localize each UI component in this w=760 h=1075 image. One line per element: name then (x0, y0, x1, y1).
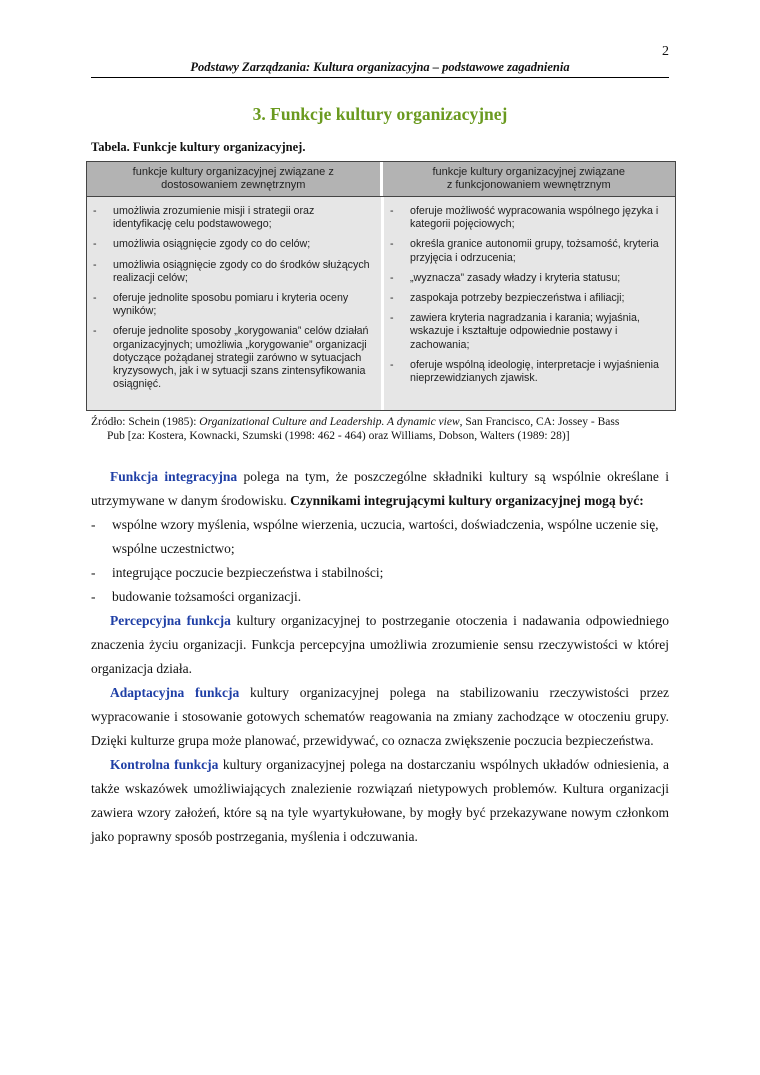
header-line: z funkcjonowaniem wewnętrznym (446, 179, 611, 191)
list-item-text: określa granice autonomii grupy, tożsamość, kryteria przyjęcia i odrzucenia; (410, 238, 659, 264)
internal-functions-column (381, 197, 675, 410)
term-kontrolna: Kontrolna funkcja (110, 757, 219, 772)
paragraph-percepcyjna (91, 609, 669, 681)
source-prefix: Źródło: Schein (1985): (91, 416, 200, 428)
section-title: 3. Funkcje kultury organizacyjnej (252, 104, 508, 124)
list-item (91, 205, 375, 231)
list-item (388, 272, 669, 285)
paragraph-adaptacyjna (91, 681, 669, 753)
dash-bullet: - (390, 292, 394, 305)
list-item-text: oferuje możliwość wypracowania wspólnego języka i kategorii pojęciowych; (410, 205, 659, 231)
source-line-1 (91, 415, 669, 429)
header-line: dostosowaniem zewnętrznym (161, 179, 306, 191)
list-item (91, 561, 669, 585)
list-item-text: zaspokaja potrzeby bezpieczeństwa i afiliacji; (410, 292, 625, 305)
list-item (91, 585, 669, 609)
paragraph-text: kultury organizacyjnej polega na dostarczaniu wspólnych układów odniesienia, a także wskazówek umożliwiających znalezienie rozwiązań nietypowych problemów. Kultura organizacji zawiera wzory założeń, które są na tyle wyartykułowane, by mogły być przekazywane nowym członkom jako poprawny sposób postrzegania, myślenia i odczuwania. (91, 757, 669, 844)
dash-bullet: - (91, 589, 96, 604)
integrating-factors-list (91, 513, 669, 609)
source-title: Organizational Culture and Leadership. A dynamic view (199, 416, 460, 428)
paragraph-kontrolna (91, 753, 669, 849)
list-item-text: umożliwia osiągnięcie zgody co do środków służących realizacji celów; (113, 258, 370, 284)
list-item (388, 238, 669, 264)
list-item (388, 312, 669, 352)
dash-bullet: - (390, 205, 394, 217)
term-integracyjna: Funkcja integracyjna (110, 469, 238, 484)
source-line-2: Pub [za: Kostera, Kownacki, Szumski (1998: 462 - 464) oraz Williams, Dobson, Walters (1989: 28)] (107, 430, 570, 442)
dash-bullet: - (93, 292, 97, 305)
external-functions-column (87, 197, 381, 410)
list-item (91, 238, 375, 251)
list-item-text: zawiera kryteria nagradzania i karania; wyjaśnia, wskazuje i kształtuje odpowiednie postawy i zachowania; (410, 312, 640, 351)
list-item-text: integrujące poczucie bezpieczeństwa i stabilności; (112, 565, 384, 580)
table-header-row (87, 162, 675, 197)
body-text (91, 465, 669, 849)
list-item-text: oferuje jednolite sposoby „korygowania” celów działań organizacyjnych; umożliwia „korygowanie” organizacji dotyczące pożądanej strategii zarówno w sytuacjach kryzysowych, jak i w sytuacji szans zintensyfikowania osiągnięć. (113, 325, 369, 391)
list-item-text: budowanie tożsamości organizacji. (112, 589, 302, 604)
dash-bullet: - (91, 565, 96, 580)
source-suffix: , San Francisco, CA: Jossey - Bass (459, 416, 620, 428)
list-item (91, 259, 375, 285)
list-item-text: „wyznacza” zasady władzy i kryteria statusu; (410, 271, 621, 284)
header-external-adaptation (87, 162, 380, 196)
list-item (91, 292, 375, 318)
term-adaptacyjna: Adaptacyjna funkcja (110, 685, 240, 700)
list-item-text: wspólne wzory myślenia, wspólne wierzenia, uczucia, wartości, doświadczenia, wspólne uczenie się, wspólne uczestnictwo; (112, 517, 659, 556)
list-item-text: oferuje wspólną ideologię, interpretacje i wyjaśnienia nieprzewidzianych zjawisk. (410, 358, 659, 385)
page-number: 2 (662, 44, 669, 59)
paragraph-integracyjna (91, 465, 669, 513)
paragraph-text: kultury organizacyjnej to postrzeganie otoczenia i nadawania odpowiedniego znaczenia życiu organizacji. Funkcja percepcyjna umożliwia zrozumienie sensu rzeczywistości w której organizacja działa. (91, 613, 670, 676)
dash-bullet: - (91, 517, 96, 532)
dash-bullet: - (390, 312, 394, 325)
list-item-text: oferuje jednolite sposobu pomiaru i kryteria oceny wyników; (113, 292, 349, 318)
dash-bullet: - (390, 271, 394, 284)
dash-bullet: - (390, 238, 394, 251)
list-item (91, 325, 375, 391)
paragraph-text: polega na tym, że poszczególne składniki kultury są wspólnie określane i utrzymywane w danym środowisku. (91, 469, 670, 508)
list-item (388, 359, 669, 385)
header-internal-integration (380, 162, 676, 196)
dash-bullet: - (390, 358, 394, 371)
integrating-factors-heading: Czynnikami integrującymi kultury organizacyjnej mogą być: (290, 493, 644, 508)
dash-bullet: - (93, 258, 97, 271)
list-item-text: umożliwia zrozumienie misji i strategii oraz identyfikację celu podstawowego; (113, 205, 315, 231)
term-percepcyjna: Percepcyjna funkcja (110, 613, 231, 628)
table-body-row (87, 197, 675, 410)
list-item (388, 205, 669, 231)
list-item (388, 292, 669, 305)
paragraph-text: kultury organizacyjnej polega na stabilizowaniu rzeczywistości przez wypracowanie i stosowanie gotowych schematów reagowania na zmiany zachodzące w otoczeniu grupy. Dzięki kulturze grupa może planować, przewidywać, co oznacza zwiększenie poczucia bezpieczeństwa. (91, 685, 669, 748)
header-line: funkcje kultury organizacyjnej związane z (132, 166, 334, 178)
table-caption: Tabela. Funkcje kultury organizacyjnej. (91, 140, 306, 154)
dash-bullet: - (93, 205, 97, 217)
dash-bullet: - (93, 325, 97, 338)
functions-table (86, 161, 676, 411)
running-header: Podstawy Zarządzania: Kultura organizacyjna – podstawowe zagadnienia (91, 60, 669, 78)
header-line: funkcje kultury organizacyjnej związane (432, 166, 626, 178)
list-item (91, 513, 669, 561)
dash-bullet: - (93, 238, 97, 251)
source-note (91, 415, 669, 443)
list-item-text: umożliwia osiągnięcie zgody co do celów; (113, 238, 311, 251)
